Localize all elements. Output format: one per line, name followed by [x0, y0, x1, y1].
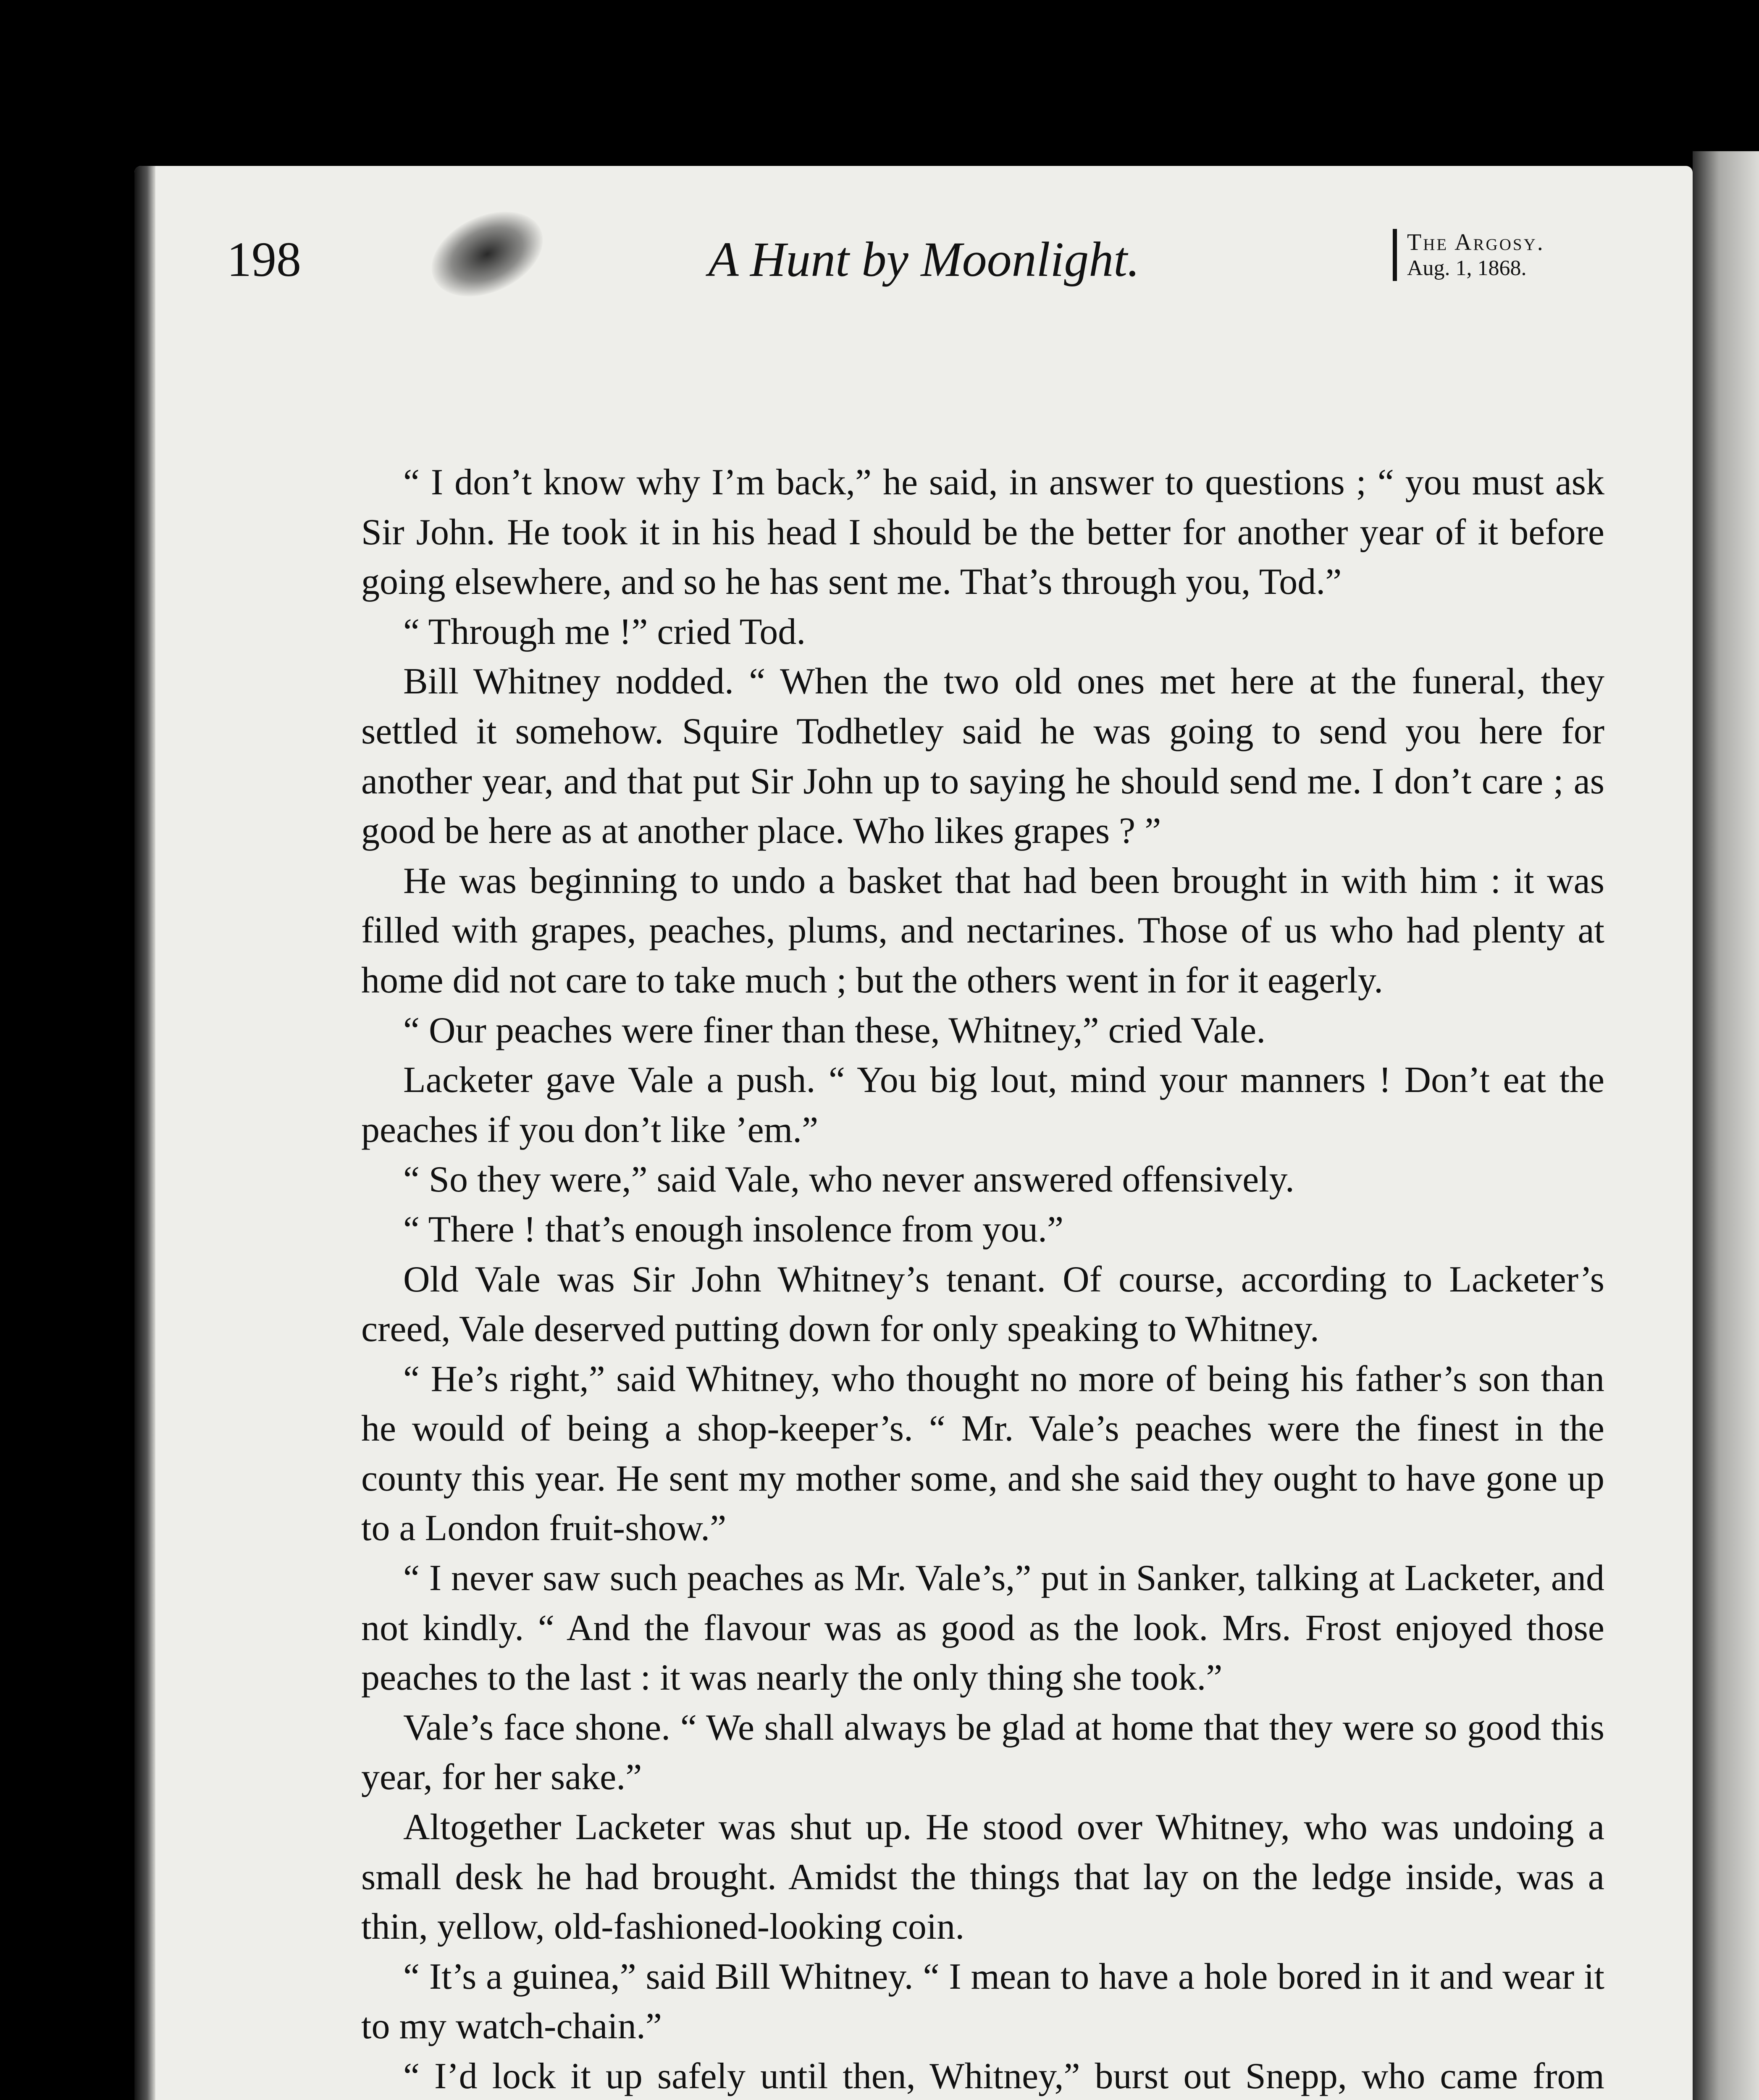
magazine-name: The Argosy.: [1407, 229, 1545, 255]
paragraph: “ I don’t know why I’m back,” he said, in answer to questions ; “ you must ask Sir John. He took it in his head I should be the better for another year of it before going elsewhere, and so he has sent me. That’s through you, Tod.”: [361, 462, 1604, 603]
paragraph: Bill Whitney nodded. “ When the two old ones met here at the funeral, they settled it somehow. Squire Todhetley said he was going to send you here for another year, and that put Sir John up to saying he should send me. I don’t care ; as good be here as at another place. Who likes grapes ? ”: [361, 661, 1604, 852]
paragraph: “ I never saw such peaches as Mr. Vale’s,” put in Sanker, talking at Lacketer, and not kindly. “ And the flavour was as good as the look. Mrs. Frost enjoyed those peaches to the last : it was nearly the only thing she took.”: [361, 1558, 1604, 1698]
paragraph: He was beginning to undo a basket that had been brought in with him : it was filled with grapes, peaches, plums, and nectarines. Those of us who had plenty at home did not care to take much ; but the others went in for it eagerly.: [361, 860, 1604, 1001]
page-number: 198: [227, 232, 301, 287]
paragraph: “ I’d lock it up safely until then, Whitney,” burst out Snepp, who came from: [403, 2056, 1604, 2097]
page-header: [227, 210, 1621, 302]
magazine-citation: [1393, 229, 1588, 281]
paragraph: Old Vale was Sir John Whitney’s tenant. Of course, according to Lacketer’s creed, Vale deserved putting down for only speaking to Whitney.: [361, 1259, 1604, 1350]
issue-date: Aug. 1, 1868.: [1407, 256, 1527, 281]
body-text: [361, 458, 1604, 2100]
running-title: A Hunt by Moonlight.: [708, 232, 1140, 287]
paragraph: “ Our peaches were finer than these, Whitney,” cried Vale.: [403, 1010, 1266, 1051]
paragraph: Lacketer gave Vale a push. “ You big lout, mind your manners ! Don’t eat the peaches if you don’t like ’em.”: [361, 1060, 1604, 1150]
paragraph: Altogether Lacketer was shut up. He stood over Whitney, who was undoing a small desk he had brought. Amidst the things that lay on the ledge inside, was a thin, yellow, old-fashioned-looking coin.: [361, 1807, 1604, 1948]
paragraph: “ It’s a guinea,” said Bill Whitney. “ I mean to have a hole bored in it and wear it to my watch-chain.”: [361, 1956, 1604, 2047]
facing-page-edge: [1693, 151, 1759, 2100]
paragraph: Vale’s face shone. “ We shall always be glad at home that they were so good this year, for her sake.”: [361, 1707, 1604, 1798]
paragraph: “ So they were,” said Vale, who never answered offensively.: [403, 1159, 1294, 1200]
paragraph: “ Through me !” cried Tod.: [403, 611, 806, 652]
paragraph: “ He’s right,” said Whitney, who thought no more of being his father’s son than he would of being a shop-keeper’s. “ Mr. Vale’s peaches were the finest in the county this year. He sent my mother some, and she said they ought to have gone up to a London fruit-show.”: [361, 1358, 1604, 1549]
paragraph: “ There ! that’s enough insolence from you.”: [403, 1209, 1064, 1250]
